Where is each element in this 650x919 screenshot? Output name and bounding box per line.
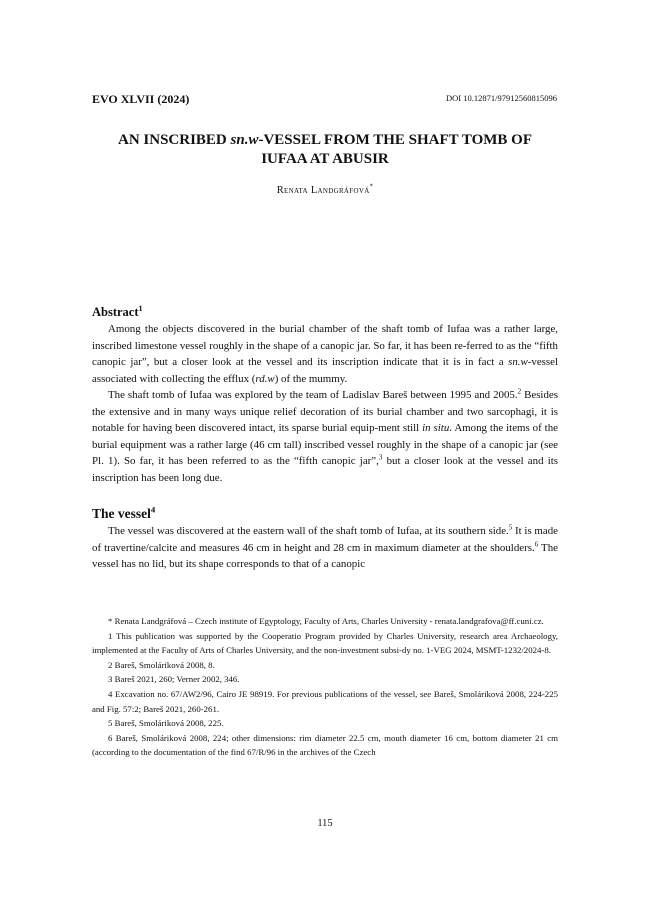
footnote-ref-3[interactable]: 3 xyxy=(378,453,383,462)
footnote-ref-6[interactable]: 6 xyxy=(534,539,539,548)
footnote-6: 6 Bareš, Smoláriková 2008, 224; other dimensions: rim diameter 22.5 cm, mouth diameter 16 cm, bottom diameter 21 cm (according to the documentation of the find 67/R/96 in the archives of the Czech xyxy=(92,732,558,758)
vessel-footnote-ref: 4 xyxy=(150,504,156,515)
vessel-heading-text: The vessel xyxy=(92,506,151,521)
intro-italic-in-situ: in situ xyxy=(422,422,450,435)
abstract-text-1: Among the objects discovered in the burial chamber of the shaft tomb of Iufaa was a rather large, inscribed limestone vessel roughly in the shape of a canopic jar. So far, it has been re-ferred to as the “fifth canopic jar”, but a closer look at the vessel and its inscription indicate that it is in fact a xyxy=(92,323,558,369)
vessel-paragraph xyxy=(92,523,558,573)
vessel-text-2: It is made of travertine/calcite and measures 46 cm in height and 28 cm in maximum diameter at the shoulders. xyxy=(92,525,558,554)
title-line1-italic: sn.w xyxy=(230,132,259,148)
page-number: 115 xyxy=(317,818,333,829)
vessel-heading xyxy=(92,506,155,522)
article-title xyxy=(92,131,558,169)
footnote-author: * Renata Landgráfová – Czech institute of Egyptology, Faculty of Arts, Charles University - renata.landgrafova@ff.cuni.cz. xyxy=(108,616,544,626)
journal-header: EVO XLVII (2024) xyxy=(92,92,190,106)
footnote-1: 1 This publication was supported by the Cooperatio Program provided by Charles University, research area Archaeology, implemented at the Faculty of Arts of Charles University, and the non-investment subsi-dy no. 1-VEG 2024, MSMT-1232/2024-8. xyxy=(92,630,558,656)
abstract-footnote-ref: 1 xyxy=(138,303,143,313)
vessel-text-1: The vessel was discovered at the eastern wall of the shaft tomb of Iufaa, at its southern side. xyxy=(108,525,509,537)
intro-text-2: Besides the extensive and in many ways unique relief decoration of its burial chamber and two sarcophagi, it is notable for having been discovered intact, its sparse burial equip-ment still xyxy=(92,389,558,435)
footnote-4: 4 Excavation no. 67/AW2/96, Cairo JE 98919. For previous publications of the vessel, see Bareš, Smoláriková 2008, 224-225 and Fig. 57:2; Bareš 2021, 260-261. xyxy=(92,688,558,714)
abstract-paragraph xyxy=(92,321,558,387)
abstract-text-3: ) of the mummy. xyxy=(274,372,348,385)
intro-paragraph xyxy=(92,387,558,487)
footnote-ref-5[interactable]: 5 xyxy=(508,523,513,532)
footnote-5: 5 Bareš, Smoláriková 2008, 225. xyxy=(108,718,224,729)
footnote-3: 3 Bareš 2021, 260; Verner 2002, 346. xyxy=(108,674,240,685)
abstract-italic-snw: sn.w xyxy=(508,356,528,369)
author-line xyxy=(92,185,558,196)
footnotes xyxy=(92,614,558,760)
author-name: Renata Landgráfová xyxy=(276,185,370,196)
author-footnote-mark: * xyxy=(369,183,374,191)
intro-text-4: but a closer look at the vessel and its inscription has been long due. xyxy=(92,455,558,484)
title-line1-prefix: AN INSCRIBED xyxy=(117,132,231,148)
footnote-ref-2[interactable]: 2 xyxy=(517,387,522,396)
footnote-2: 2 Bareš, Smoláriková 2008, 8. xyxy=(108,659,215,670)
vessel-text-3: The vessel has no lid, but its shape corresponds to that of a canopic xyxy=(92,541,558,571)
abstract-heading xyxy=(92,305,143,320)
intro-text-3: . Among the items of the burial equipment was a rather large (46 cm tall) inscribed vessel roughly in the shape of a canopic jar (see Pl. 1). So far, it has been referred to as the “fifth canopic jar”, xyxy=(92,422,558,468)
abstract-heading-text: Abstract xyxy=(92,305,139,319)
doi-header: DOI 10.12871/97912560815096 xyxy=(446,93,557,103)
abstract-text-2: -vessel associated with collecting the efflux ( xyxy=(92,356,558,385)
title-line2: IUFAA AT ABUSIR xyxy=(261,151,389,167)
abstract-italic-rdw: rd.w xyxy=(255,372,275,385)
title-line1-suffix: -VESSEL FROM THE SHAFT TOMB OF xyxy=(258,132,532,148)
intro-text-1: The shaft tomb of Iufaa was explored by the team of Ladislav Bareš between 1995 and 2005. xyxy=(108,389,518,401)
